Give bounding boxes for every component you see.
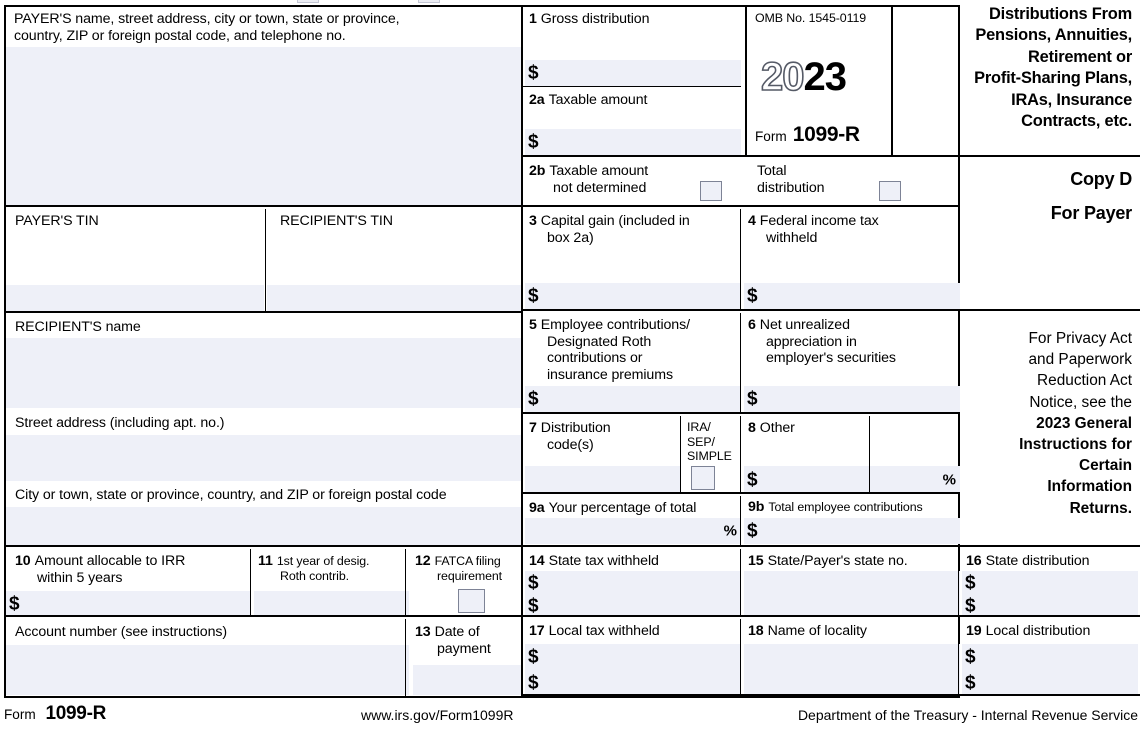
rule-under-box17-19: [523, 694, 1140, 696]
box9b-dollar-sign: $: [747, 520, 758, 542]
box6-field[interactable]: [744, 386, 960, 412]
divider-tin: [265, 209, 266, 313]
rule-under-box10-12: [6, 615, 521, 617]
box17-field-2[interactable]: [525, 670, 741, 696]
rule-under-box5-6: [523, 412, 960, 414]
box10-label: 10 Amount allocable to IRR within 5 years: [15, 553, 186, 586]
box10-field[interactable]: [6, 591, 250, 616]
box17-dollar-sign-2: $: [528, 672, 539, 694]
privacy-line-6: Instructions for: [1019, 436, 1132, 454]
divider-box17-18: [740, 619, 741, 696]
box13-field[interactable]: [413, 665, 521, 695]
form-title-block: [900, 4, 1132, 132]
box9a-percent-sign: %: [723, 522, 737, 540]
payer-name-address-box[interactable]: [6, 7, 521, 207]
form-number-block: [755, 123, 860, 147]
row-box17-19: [525, 619, 1138, 696]
tax-year-hollow: 20: [761, 55, 804, 99]
box12-label: 12 FATCA filing requirement: [415, 553, 503, 583]
privacy-line-3: Reduction Act: [1037, 372, 1132, 390]
box16-dollar-sign-2: $: [965, 595, 976, 616]
box5-dollar-sign: $: [528, 388, 539, 410]
payer-name-address-label: PAYER'S name, street address, city or town, state or province, country, ZIP or foreign postal code, and telephone no.: [14, 11, 400, 44]
recipient-name-label: RECIPIENT'S name: [15, 319, 141, 335]
box16-field-2[interactable]: [962, 594, 1138, 617]
box2a-field[interactable]: [525, 129, 741, 155]
recipient-city-field[interactable]: [6, 507, 521, 545]
rule-under-box3-4: [523, 309, 960, 311]
box16-dollar-sign-1: $: [965, 572, 976, 593]
divider-account-box13: [405, 619, 406, 696]
form-title-line-6: Contracts, etc.: [1021, 112, 1132, 131]
box9b-label: 9b Total employee contributions: [748, 499, 923, 515]
rule-under-payer-block: [6, 205, 521, 207]
rule-under-box2b: [523, 205, 960, 207]
privacy-line-5: 2023 General: [1036, 414, 1132, 432]
rule-under-box7-8: [523, 492, 960, 494]
box6-dollar-sign: $: [747, 388, 758, 410]
box12-fatca-checkbox[interactable]: [458, 589, 485, 613]
recipient-tin-label: RECIPIENT'S TIN: [280, 213, 393, 229]
box2a-dollar-sign: $: [528, 131, 539, 153]
privacy-line-8: Information: [1047, 478, 1132, 496]
void-checkbox-cutoff[interactable]: [297, 0, 319, 3]
box2a-label: 2a Taxable amount: [529, 92, 648, 108]
box7-field[interactable]: [525, 466, 680, 493]
divider-box10-11: [250, 549, 251, 617]
box10-dollar-sign: $: [9, 593, 20, 614]
copy-designation-block: [960, 162, 1132, 230]
recipient-city-label: City or town, state or province, country, and ZIP or foreign postal code: [15, 487, 447, 503]
box19-label: 19 Local distribution: [966, 623, 1091, 639]
rule-above-box10: [6, 545, 521, 547]
box16-label: 16 State distribution: [966, 553, 1090, 569]
box3-dollar-sign: $: [528, 285, 539, 307]
divider-box14-15: [740, 549, 741, 617]
divider-box15-16: [958, 549, 959, 617]
form-title-line-3: Retirement or: [1028, 47, 1132, 66]
box4-label: 4 Federal income tax withheld: [748, 213, 879, 246]
box11-label: 11 1st year of desig. Roth contrib.: [258, 553, 370, 583]
privacy-line-7: Certain: [1078, 457, 1132, 475]
box19-dollar-sign-1: $: [965, 646, 976, 668]
box8-percent-sign: %: [942, 471, 956, 488]
copy-label: Copy D: [1070, 169, 1132, 189]
box7-label: 7 Distribution code(s): [529, 420, 611, 453]
box6-label: 6 Net unrealized appreciation in employer's securities: [748, 317, 896, 366]
recipient-city-box[interactable]: [6, 482, 521, 546]
box15-label: 15 State/Payer's state no.: [748, 553, 908, 569]
box17-field-1[interactable]: [525, 644, 741, 670]
divider-box7-ira: [680, 416, 681, 494]
form-label: Form: [755, 129, 787, 144]
divider-box11-12: [405, 549, 406, 617]
box15-field-1[interactable]: [744, 571, 960, 594]
row-box10-12: [6, 549, 521, 617]
privacy-line-9: Returns.: [1069, 499, 1132, 517]
rule-under-box14-16: [523, 615, 1140, 617]
form-number: 1099-R: [792, 123, 860, 146]
box17-dollar-sign-1: $: [528, 646, 539, 668]
divider-box18-19: [958, 619, 959, 696]
box18-field-2[interactable]: [744, 670, 960, 696]
tax-year: [761, 57, 846, 97]
box1-dollar-sign: $: [528, 62, 539, 84]
payer-name-address-field[interactable]: [6, 47, 521, 205]
box8-dollar-sign: $: [747, 469, 758, 490]
box3-field[interactable]: [525, 283, 741, 309]
box18-label: 18 Name of locality: [748, 623, 867, 639]
box8-field[interactable]: [744, 466, 960, 493]
form-title-line-2: Pensions, Annuities,: [975, 26, 1132, 45]
box2b-row: [525, 159, 960, 207]
box1-gross-distribution[interactable]: [525, 7, 741, 87]
recipient-name-field[interactable]: [6, 338, 521, 408]
box1-field[interactable]: [525, 60, 741, 86]
box13-label: 13 Date of payment: [415, 624, 491, 657]
recipient-name-box[interactable]: [6, 315, 521, 410]
rule-under-tin-row: [6, 311, 521, 313]
recipient-street-field[interactable]: [6, 435, 521, 481]
box14-dollar-sign-2: $: [528, 595, 539, 616]
row-box9a-box9b: [525, 496, 960, 545]
privacy-line-2: and Paperwork: [1028, 351, 1132, 369]
box14-field-1[interactable]: [525, 571, 741, 594]
account-number-label: Account number (see instructions): [15, 624, 227, 640]
privacy-notice-block: [960, 328, 1132, 519]
box14-label: 14 State tax withheld: [529, 553, 659, 569]
divider-box5-box6: [740, 313, 741, 414]
box4-field[interactable]: [744, 283, 960, 309]
form-title-line-5: IRAs, Insurance: [1011, 90, 1132, 109]
row-box7-box8: [525, 416, 960, 494]
row-box5-box6: [525, 313, 960, 414]
box2b-taxable-not-determined-checkbox[interactable]: [700, 181, 722, 201]
box19-dollar-sign-2: $: [965, 672, 976, 694]
box18-field-1[interactable]: [744, 644, 960, 670]
rule-under-box2a: [523, 155, 960, 157]
box15-field-2[interactable]: [744, 594, 960, 617]
rule-under-box9: [523, 545, 1140, 547]
row-box14-16: [525, 549, 1138, 617]
footer-form-label: Form: [4, 707, 36, 722]
divider-box3-box4: [740, 209, 741, 311]
tin-row: [6, 209, 521, 313]
box11-field[interactable]: [254, 591, 409, 616]
row-account-box13: [6, 619, 521, 696]
footer-form-block: [4, 703, 106, 725]
rule-above-copy-d: [960, 155, 1140, 157]
box14-dollar-sign-1: $: [528, 572, 539, 593]
row-box3-box4: [525, 209, 960, 311]
privacy-line-1: For Privacy Act: [1028, 330, 1132, 347]
box7-ira-sep-simple-label: IRA/ SEP/ SIMPLE: [687, 420, 732, 463]
divider-box7-box8: [740, 416, 741, 494]
box14-field-2[interactable]: [525, 594, 741, 617]
footer-url[interactable]: www.irs.gov/Form1099R: [361, 707, 514, 723]
rule-under-box1: [523, 86, 741, 87]
box9b-field[interactable]: [744, 518, 960, 544]
box19-field-1[interactable]: [962, 644, 1138, 670]
omb-year-box: [745, 5, 893, 157]
total-distribution-label: Total distribution: [757, 163, 825, 196]
privacy-line-4: Notice, see the: [1029, 393, 1132, 411]
box2b-label: 2b Taxable amount not determined: [529, 163, 649, 196]
footer-agency: Department of the Treasury - Internal Revenue Service: [797, 707, 1138, 723]
box5-label: 5 Employee contributions/ Designated Roth contributions or insurance premiums: [529, 317, 690, 383]
form-title-line-1: Distributions From: [988, 5, 1132, 23]
box9a-label: 9a Your percentage of total: [529, 500, 697, 516]
payer-tin-field[interactable]: [6, 285, 264, 311]
recipient-street-box[interactable]: [6, 410, 521, 482]
account-number-field[interactable]: [6, 645, 409, 695]
divider-left-middle: [521, 5, 523, 698]
box17-label: 17 Local tax withheld: [529, 623, 660, 639]
tax-year-solid: 23: [803, 55, 846, 99]
box5-field[interactable]: [525, 386, 741, 412]
divider-box9a-box9b: [740, 496, 741, 545]
box9a-field[interactable]: [525, 518, 741, 544]
footer-form-number: 1099-R: [45, 703, 107, 724]
form-title-line-4: Profit-Sharing Plans,: [974, 69, 1132, 88]
omb-number: OMB No. 1545-0119: [755, 11, 867, 25]
box7-ira-sep-simple-checkbox[interactable]: [691, 466, 715, 490]
box16-field-1[interactable]: [962, 571, 1138, 594]
box8-label: 8 Other: [748, 420, 795, 436]
box1-label: 1 Gross distribution: [529, 11, 650, 27]
divider-box8-percent: [869, 416, 870, 494]
rule-above-privacy-notice: [960, 309, 1140, 311]
box4-dollar-sign: $: [747, 285, 758, 307]
box3-label: 3 Capital gain (included in box 2a): [529, 213, 690, 246]
box19-field-2[interactable]: [962, 670, 1138, 696]
box2a-taxable-amount[interactable]: [525, 89, 741, 157]
total-distribution-checkbox[interactable]: [879, 181, 901, 201]
copy-for-label: For Payer: [1050, 203, 1132, 223]
payer-tin-label: PAYER'S TIN: [15, 213, 99, 229]
recipient-street-label: Street address (including apt. no.): [15, 415, 225, 431]
corrected-checkbox-cutoff[interactable]: [418, 0, 440, 3]
recipient-tin-field[interactable]: [267, 285, 521, 311]
